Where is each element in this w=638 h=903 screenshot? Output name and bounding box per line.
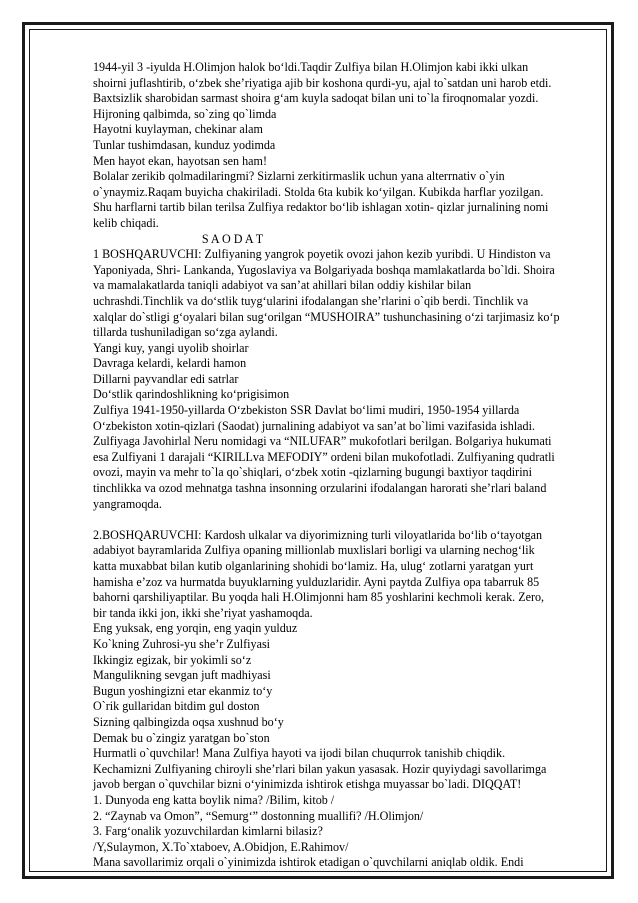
question-item: 2. “Zaynab va Omon”, “Semurg‘” dostonning muallifi? /H.Olimjon/ [93, 808, 424, 823]
text-line: Shu harflarni tartib bilan terilsa Zulfiya redaktor bo‘lib ishlagan xotin- qizlar jurnalining nomi [93, 200, 549, 215]
poem-line: Hijroning qalbimda, so`zing qo`limda [93, 106, 277, 121]
text-line: Kechamizni Zulfiyaning chiroyli she’rlari bilan yakun yasasak. Hozir quyiydagi savollarimga [93, 761, 547, 776]
question-item: 3. Farg‘onalik yozuvchilardan kimlarni bilasiz? [93, 824, 323, 839]
text-line: uchrashdi.Tinchlik va do‘stlik tuyg‘ularini ifodalangan she’rlarini o`qib berdi. Tinchlik va [93, 293, 529, 308]
poem-line: Ikkingiz egizak, bir yokimli so‘z [93, 652, 252, 667]
poem-line: Yangi kuy, yangi uyolib shoirlar [93, 340, 249, 355]
text-line: tinchlikka va ozod mehnatga tashna insonning orzularini ifodalangan harorati she’rlari baland [93, 481, 547, 496]
text-line: kelib chiqadi. [93, 215, 159, 230]
text-line: xalqlar do`stligi g‘oyalari bilan sug‘orilgan “MUSHOIRA” tushunchasining o‘zi tarjimasiz ko‘p [93, 309, 560, 324]
poem-line: Bugun yoshingizni etar ekanmiz to‘y [93, 683, 273, 698]
text-line: Bolalar zerikib qolmadilaringmi? Sizlarni zerkitirmaslik uchun yana alterrnativ o`yin [93, 169, 505, 184]
text-line: esa Zulfiyani 1 darajali “KIRILLva MEFODIY” ordeni bilan mukofotladi. Zulfiyaning qudratli [93, 449, 555, 464]
poem-line: Eng yuksak, eng yorqin, eng yaqin yulduz [93, 621, 298, 636]
poem-line: Sizning qalbingizda oqsa xushnud bo‘y [93, 714, 284, 729]
text-line: yangramoqda. [93, 496, 162, 511]
blank-line [93, 512, 613, 528]
answer-line: /Y,Sulaymon, X.To`xtaboev, A.Obidjon, E.Rahimov/ [93, 839, 349, 854]
poem-line: Hayotni kuylayman, chekinar alam [93, 122, 263, 137]
poem-line: Do‘stlik qarindoshlikning ko‘prigisimon [93, 387, 290, 402]
poem-line: Davraga kelardi, kelardi hamon [93, 356, 247, 371]
text-line: katta muxabbat bilan kutib olganlarining shohidi bo‘lamiz. Ha, ulug‘ zotlarni yaratgan yurt [93, 559, 534, 573]
section-heading: S A O D A T [93, 231, 264, 246]
poem-line: Tunlar tushimdasan, kunduz yodimda [93, 137, 276, 152]
text-line: Mana savollarimiz orqali o`yinimizda ishtirok etadigan o`quvchilarni aniqlab oldik. Endi [93, 855, 524, 870]
poem-line: Dillarni payvandlar edi satrlar [93, 371, 239, 386]
text-line: bahorni qarshiliyaptilar. Bu yoqda hali H.Olimjonni ham 85 yoshlarini kechmoli kerak. Zero, [93, 590, 545, 605]
text-line: bir tanda ikki jon, ikki she’riyat yashamoqda. [93, 605, 313, 620]
text-line: o`ynaymiz.Raqam buyicha chakiriladi. Stolda 6ta kubik ko‘yilgan. Kubikda harflar yozilgan. [93, 184, 544, 199]
text-line: Zulfiya 1941-1950-yillarda O‘zbekiston SSR Davlat bo‘limi mudiri, 1950-1954 yillarda [93, 403, 520, 418]
text-line: hamisha e’zoz va hurmatda buyuklarning yulduzlaridir. Ayni paytda Zulfiya opa tabarruk 85 [93, 574, 540, 589]
poem-line: Ko`kning Zuhrosi-yu she’r Zulfiyasi [93, 636, 271, 651]
poem-line: Men hayot ekan, hayotsan sen ham! [93, 153, 267, 168]
text-line: 1944-yil 3 -iyulda H.Olimjon halok bo‘ldi.Taqdir Zulfiya bilan H.Olimjon kabi ikki ulkan [93, 60, 529, 74]
text-line: 2.BOSHQARUVCHI: Kardosh ulkalar va diyorimizning turli viloyatlarida bo‘lib o‘tayotgan [93, 527, 543, 542]
text-line: Hurmatli o`quvchilar! Mana Zulfiya hayoti va ijodi bilan chuqurrok tanishib chiqdik. [93, 746, 506, 761]
poem-line: Demak bu o`zingiz yaratgan bo`ston [93, 730, 270, 745]
text-line: adabiyot bayramlarida Zulfiya opaning millionlab muxlislari borligi va ularning nechog‘lik [93, 543, 535, 558]
text-line: ovozi, mayin va mehr to`la qo`shiqlari, o‘zbek xotin -qizlarning bugungi baxtiyor taqdirini [93, 465, 532, 480]
text-line: javob bergan o`quvchilar bizni o‘yinimizda ishtirok etishga muyassar bo`ladi. DIQQAT! [93, 777, 522, 792]
poem-line: Mangulikning sevgan juft madhiyasi [93, 668, 271, 683]
text-line: 1 BOSHQARUVCHI: Zulfiyaning yangrok poyetik ovozi jahon kezib yuribdi. U Hindiston va [93, 247, 551, 262]
text-line: O‘zbekiston xotin-qizlari (Saodat) jurnalining adabiyot va san’at bo`limi vazifasida ishladi. [93, 418, 535, 433]
text-line: va mamalakatlarda taniqli adabiyot va san’at ahillari bilan oddiy kishilar bilan [93, 278, 472, 293]
text-line: Zulfiyaga Javohirlal Neru nomidagi va “NILUFAR” mukofotlari berilgan. Bolgariya hukumati [93, 434, 552, 449]
text-line: Baxtsizlik sharobidan sarmast shoira g‘am kuyla sadoqat bilan uni to`la firoqnomalar yozdi. [93, 91, 539, 106]
text-line: Yaponiyada, Shri- Lankanda, Yugoslaviya va Bolgariyada boshqa mamlakatlarda bo`ldi. Shoira [93, 262, 555, 277]
document-body [93, 60, 613, 871]
text-line: tillarda tushuniladigan so‘zga aylandi. [93, 325, 278, 340]
poem-line: O`rik gullaridan bitdim gul doston [93, 699, 260, 714]
text-line: shoirni juflashtirib, o‘zbek she’riyatiga ajib bir koshona qurdi-yu, ajal to`satdan uni harob etdi. [93, 75, 552, 90]
question-item: 1. Dunyoda eng katta boylik nima? /Bilim, kitob / [93, 792, 335, 807]
